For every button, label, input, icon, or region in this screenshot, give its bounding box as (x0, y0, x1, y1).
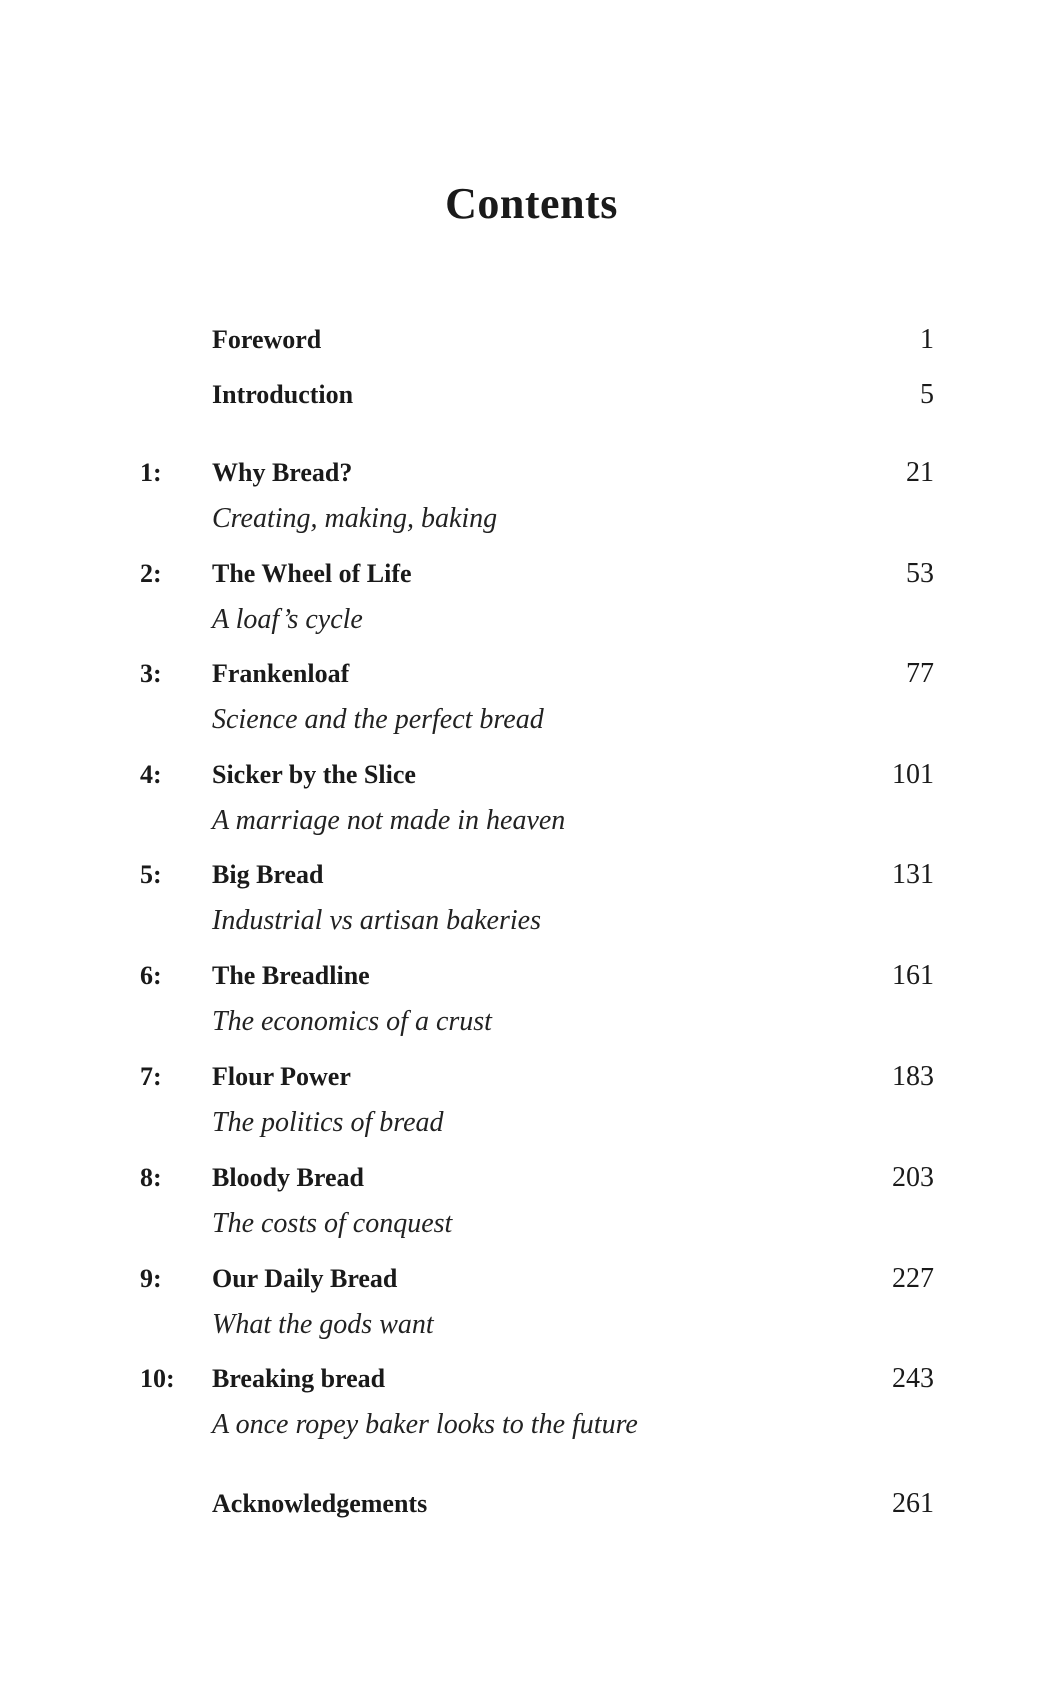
chapter-title: Frankenloaf (212, 659, 350, 688)
toc-chapter-4 (0, 753, 1063, 836)
entry-title: Foreword (212, 325, 322, 354)
chapter-title: The Wheel of Life (212, 559, 412, 588)
entry-page-number: 1 (920, 324, 934, 355)
chapter-subtitle: A marriage not made in heaven (212, 805, 566, 836)
chapter-subtitle: A loaf’s cycle (212, 604, 363, 635)
toc-chapter-6 (0, 954, 1063, 1037)
chapter-title: Why Bread? (212, 458, 353, 487)
chapter-page-number: 161 (892, 960, 934, 991)
chapter-number: 9: (140, 1264, 162, 1293)
page-title: Contents (445, 179, 618, 228)
chapter-number: 6: (140, 961, 162, 990)
toc-chapter-1 (0, 451, 1063, 534)
chapter-subtitle: Science and the perfect bread (212, 704, 544, 735)
toc-entry-acknowledgements (0, 1482, 1063, 1526)
chapter-number: 3: (140, 659, 162, 688)
chapter-page-number: 203 (892, 1162, 934, 1193)
chapter-title: Flour Power (212, 1062, 351, 1091)
chapter-number: 1: (140, 458, 162, 487)
entry-title: Acknowledgements (212, 1489, 428, 1518)
chapter-subtitle: The costs of conquest (212, 1208, 453, 1239)
chapter-page-number: 77 (906, 658, 934, 689)
chapter-number: 2: (140, 559, 162, 588)
chapter-page-number: 21 (906, 457, 934, 488)
chapter-subtitle: Creating, making, baking (212, 503, 498, 534)
toc-chapter-10 (0, 1357, 1063, 1440)
chapter-number: 8: (140, 1163, 162, 1192)
chapter-page-number: 131 (892, 859, 934, 890)
chapter-subtitle: A once ropey baker looks to the future (212, 1409, 638, 1440)
chapter-page-number: 101 (892, 759, 934, 790)
toc-chapter-3 (0, 652, 1063, 735)
toc-chapter-2 (0, 552, 1063, 635)
chapter-title: Sicker by the Slice (212, 760, 416, 789)
chapter-page-number: 183 (892, 1061, 934, 1092)
chapter-title: Our Daily Bread (212, 1264, 398, 1293)
entry-title: Introduction (212, 380, 354, 409)
chapter-page-number: 243 (892, 1363, 934, 1394)
chapter-page-number: 227 (892, 1263, 934, 1294)
chapter-number: 4: (140, 760, 162, 789)
chapter-subtitle: Industrial vs artisan bakeries (212, 905, 541, 936)
chapter-title: The Breadline (212, 961, 370, 990)
toc-chapter-5 (0, 853, 1063, 936)
chapter-number: 7: (140, 1062, 162, 1091)
toc-entry-foreword (0, 318, 1063, 362)
toc-chapter-7 (0, 1055, 1063, 1138)
entry-page-number: 261 (892, 1488, 934, 1519)
entry-page-number: 5 (920, 379, 934, 410)
toc-entry-introduction (0, 373, 1063, 417)
toc-chapter-8 (0, 1156, 1063, 1239)
chapter-subtitle: The economics of a crust (212, 1006, 492, 1037)
chapter-title: Big Bread (212, 860, 324, 889)
chapter-title: Breaking bread (212, 1364, 386, 1393)
chapter-number: 10: (140, 1364, 175, 1393)
chapter-subtitle: What the gods want (212, 1309, 434, 1340)
toc-chapter-9 (0, 1257, 1063, 1340)
chapter-number: 5: (140, 860, 162, 889)
chapter-title: Bloody Bread (212, 1163, 364, 1192)
chapter-subtitle: The politics of bread (212, 1107, 444, 1138)
chapter-page-number: 53 (906, 558, 934, 589)
